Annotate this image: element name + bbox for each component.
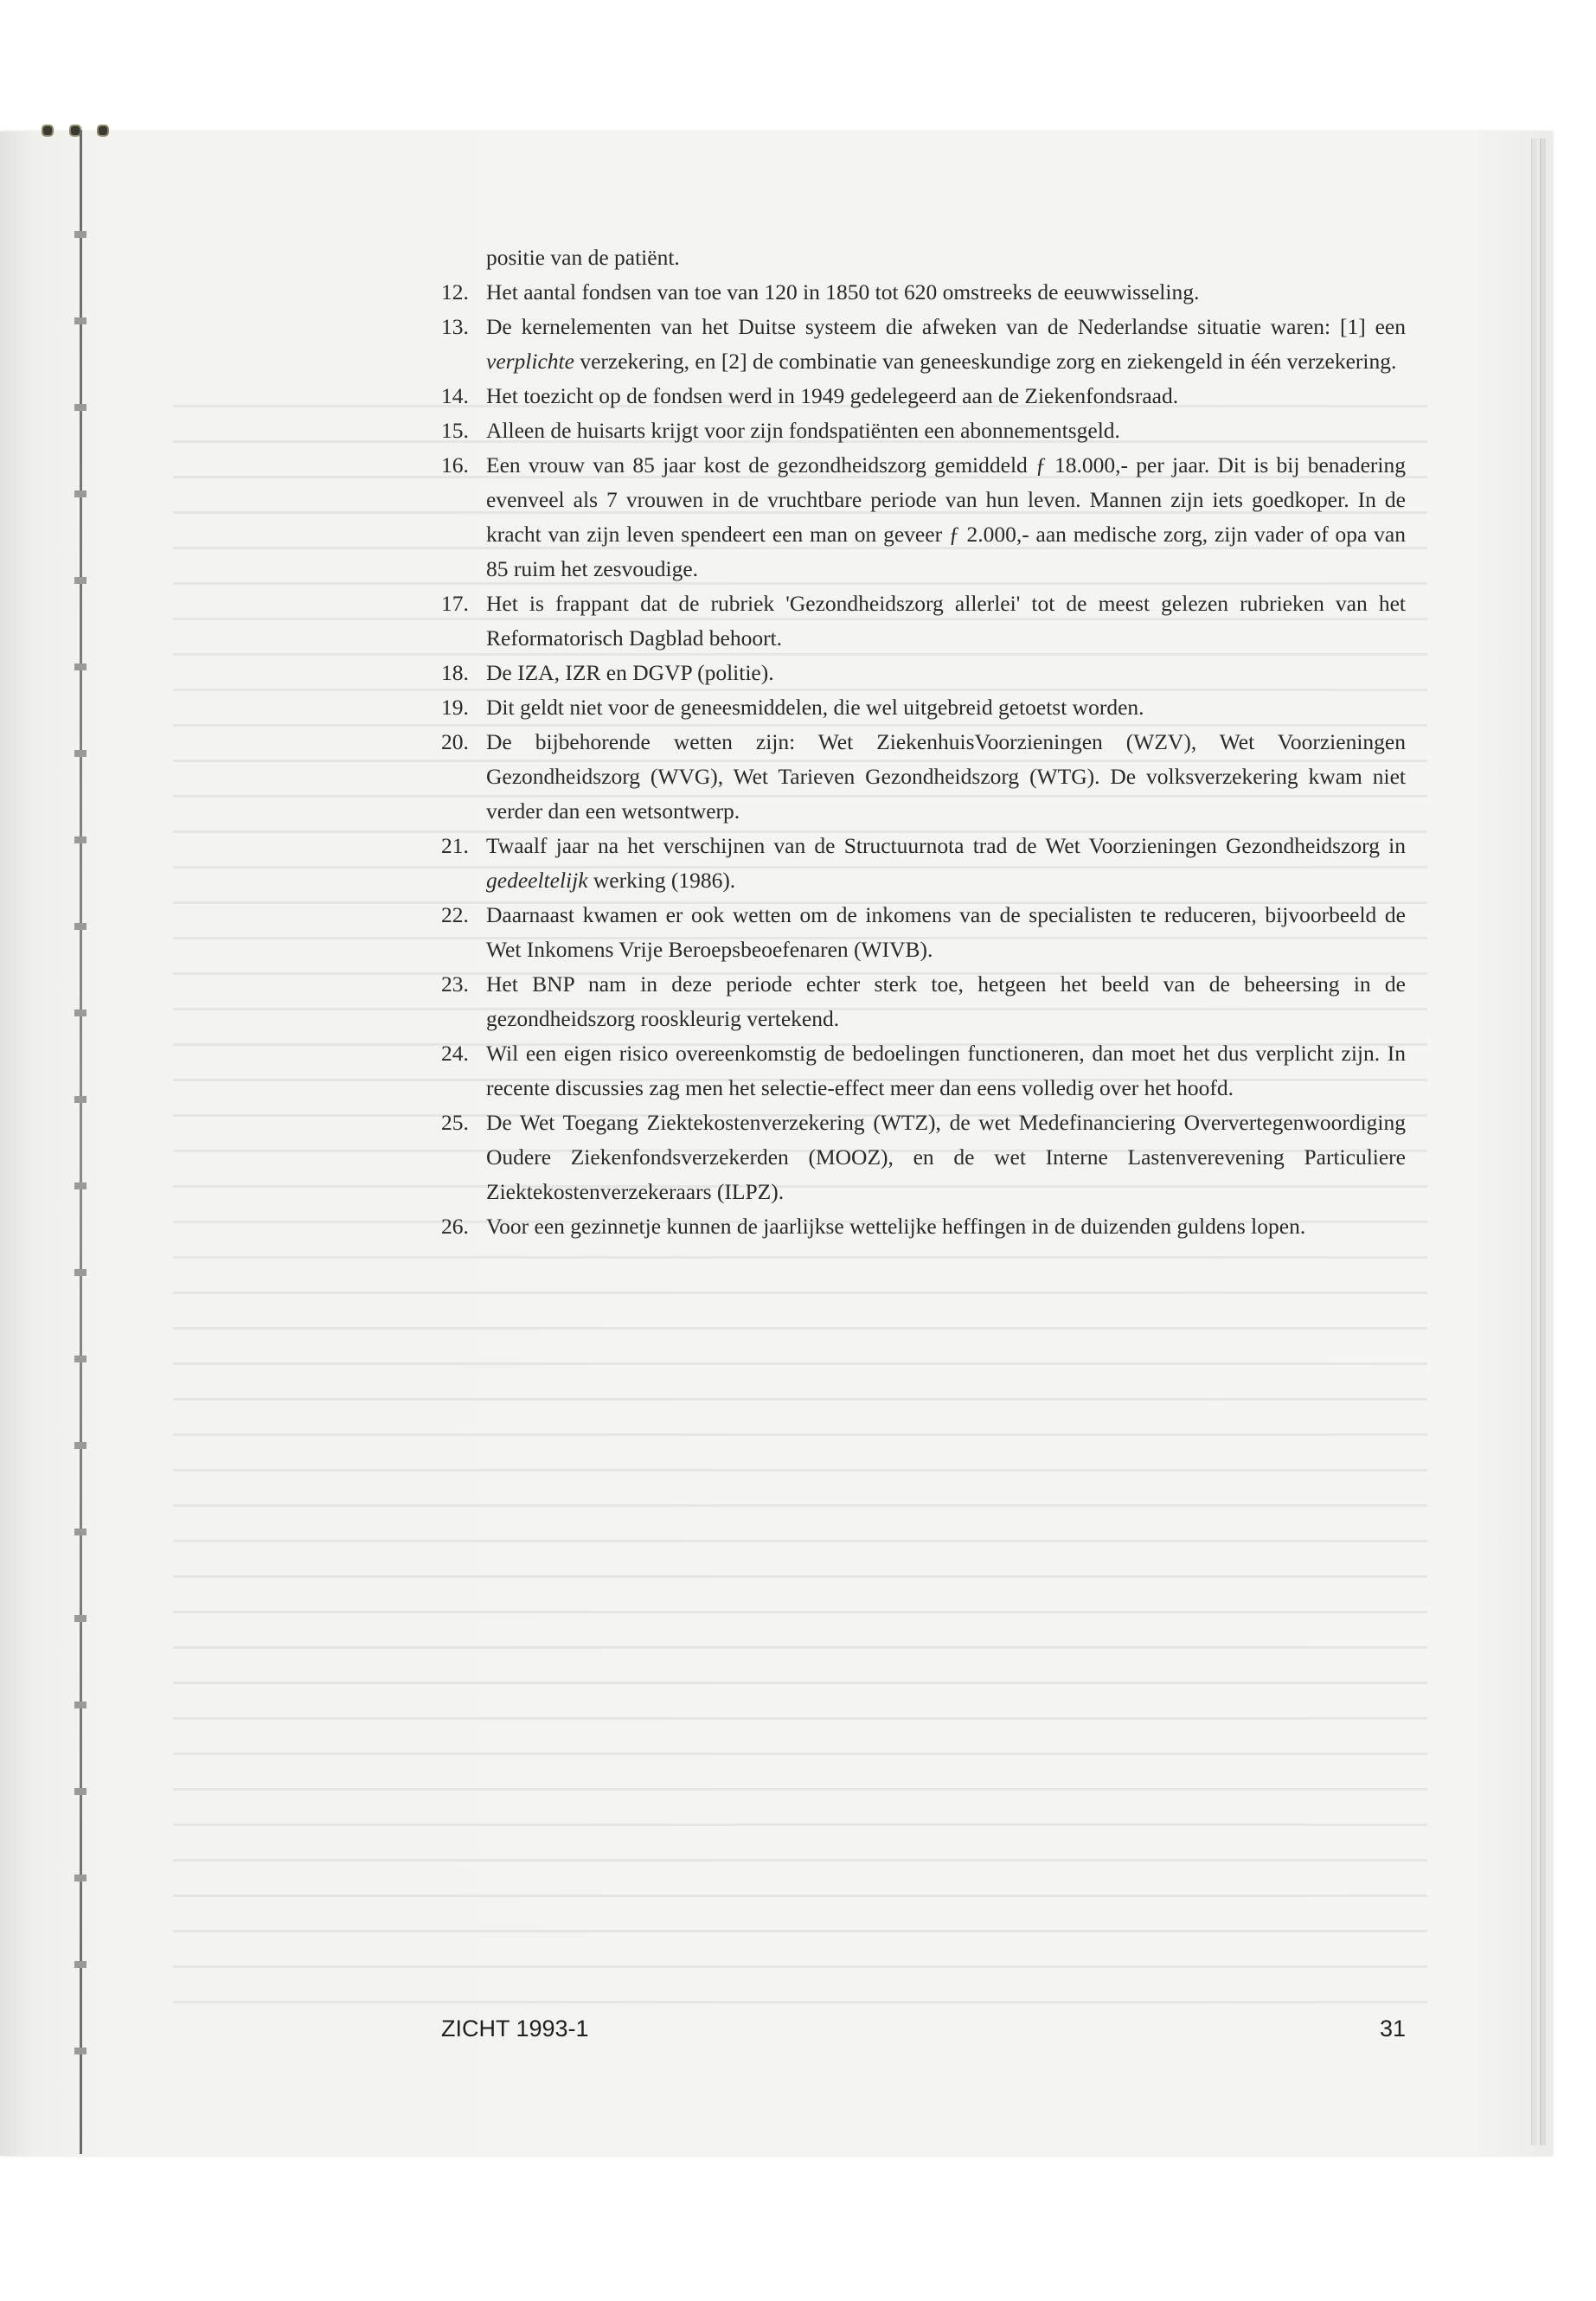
note-number: 21.	[441, 833, 469, 858]
note-text: Alleen de huisarts krijgt voor zijn fondspatiënten een abonnementsgeld.	[486, 418, 1120, 443]
note-text: Wil een eigen risico overeenkomstig de bedoelingen functioneren, dan moet het dus verplicht zijn. In recente discussies zag men het selectie-effect meer dan eens volledig over het hoofd.	[486, 1041, 1406, 1100]
note-number: 25.	[441, 1110, 469, 1135]
note-number: 12.	[441, 279, 469, 304]
page-edge	[1540, 138, 1546, 2145]
note-number: 19.	[441, 695, 469, 720]
note-number: 15.	[441, 418, 469, 443]
note-text: Daarnaast kwamen er ook wetten om de inkomens van de specialisten te reduceren, bijvoorbeeld de Wet Inkomens Vrije Beroepsbeoefenaren (WIVB).	[486, 902, 1406, 962]
endnotes-list	[441, 240, 1406, 1244]
note-19	[441, 690, 1406, 725]
note-text: De kernelementen van het Duitse systeem die afweken van de Nederlandse situatie waren: [1] een	[486, 314, 1406, 339]
note-text: De Wet Toegang Ziektekostenverzekering (WTZ), de wet Medefinanciering Oververtegenwoordiging Oudere Ziekenfondsverzekerden (MOOZ), en de wet Interne Lastenverevening Particuliere Ziektekostenverzekeraars (ILPZ).	[486, 1110, 1406, 1204]
note-17	[441, 586, 1406, 656]
note-21	[441, 829, 1406, 898]
note-text: Het toezicht op de fondsen werd in 1949 gedelegeerd aan de Ziekenfondsraad.	[486, 383, 1179, 408]
note-23	[441, 967, 1406, 1036]
note-number: 26.	[441, 1214, 469, 1239]
note-text: Het is frappant dat de rubriek 'Gezondheidszorg allerlei' tot de meest gelezen rubrieken van het Reformatorisch Dagblad behoort.	[486, 591, 1406, 651]
binding-clip	[35, 121, 130, 137]
note-number: 13.	[441, 314, 469, 339]
note-16	[441, 448, 1406, 586]
note-number: 20.	[441, 729, 469, 754]
note-text: Dit geldt niet voor de geneesmiddelen, die wel uitgebreid getoetst worden.	[486, 695, 1144, 720]
journal-title: ZICHT 1993-1	[441, 2016, 589, 2041]
note-text: Een vrouw van 85 jaar kost de gezondheidszorg gemiddeld ƒ 18.000,- per jaar. Dit is bij benadering evenveel als 7 vrouwen in de vruchtbare periode van hun leven. Mannen zijn iets goedkoper. In de kracht van zijn leven spendeert een man on geveer ƒ 2.000,- aan medische zorg, zijn vader of opa van 85 ruim het zesvoudige.	[486, 452, 1406, 581]
note-text: Het BNP nam in deze periode echter sterk toe, hetgeen het beeld van de beheersing in de gezondheidszorg rooskleurig vertekend.	[486, 971, 1406, 1031]
note-22	[441, 898, 1406, 967]
note-number: 16.	[441, 452, 469, 478]
note-15	[441, 413, 1406, 448]
note-continuation: positie van de patiënt.	[486, 245, 680, 270]
page-number: 31	[1379, 2016, 1406, 2041]
note-emphasis: verplichte	[486, 349, 574, 374]
note-18	[441, 656, 1406, 690]
page-edge	[1531, 138, 1537, 2145]
note-number: 24.	[441, 1041, 469, 1066]
note-text: verzekering, en [2] de combinatie van geneeskundige zorg en ziekengeld in één verzekering.	[574, 349, 1397, 374]
note-13	[441, 310, 1406, 379]
note-number: 18.	[441, 660, 469, 685]
note-text: Twaalf jaar na het verschijnen van de Structuurnota trad de Wet Voorzieningen Gezondheidszorg in	[486, 833, 1406, 858]
note-text: Het aantal fondsen van toe van 120 in 1850 tot 620 omstreeks de eeuwwisseling.	[486, 279, 1200, 304]
note-number: 23.	[441, 971, 469, 997]
note-number: 14.	[441, 383, 469, 408]
note-text: werking (1986).	[587, 868, 736, 893]
note-26	[441, 1209, 1406, 1244]
note-12	[441, 275, 1406, 310]
note-14	[441, 379, 1406, 413]
note-text: Voor een gezinnetje kunnen de jaarlijkse wettelijke heffingen in de duizenden guldens lopen.	[486, 1214, 1306, 1239]
binding-stitches	[74, 151, 87, 2132]
note-number: 17.	[441, 591, 469, 616]
note-24	[441, 1036, 1406, 1106]
page-footer	[441, 2016, 1406, 2050]
note-number: 22.	[441, 902, 469, 927]
note-text: De bijbehorende wetten zijn: Wet ZiekenhuisVoorzieningen (WZV), Wet Voorzieningen Gezondheidszorg (WVG), Wet Tarieven Gezondheidszorg (WTG). De volksverzekering kwam niet verder dan een wetsontwerp.	[486, 729, 1406, 824]
note-25	[441, 1106, 1406, 1209]
note-20	[441, 725, 1406, 829]
note-text: De IZA, IZR en DGVP (politie).	[486, 660, 774, 685]
note-emphasis: gedeeltelijk	[486, 868, 588, 893]
